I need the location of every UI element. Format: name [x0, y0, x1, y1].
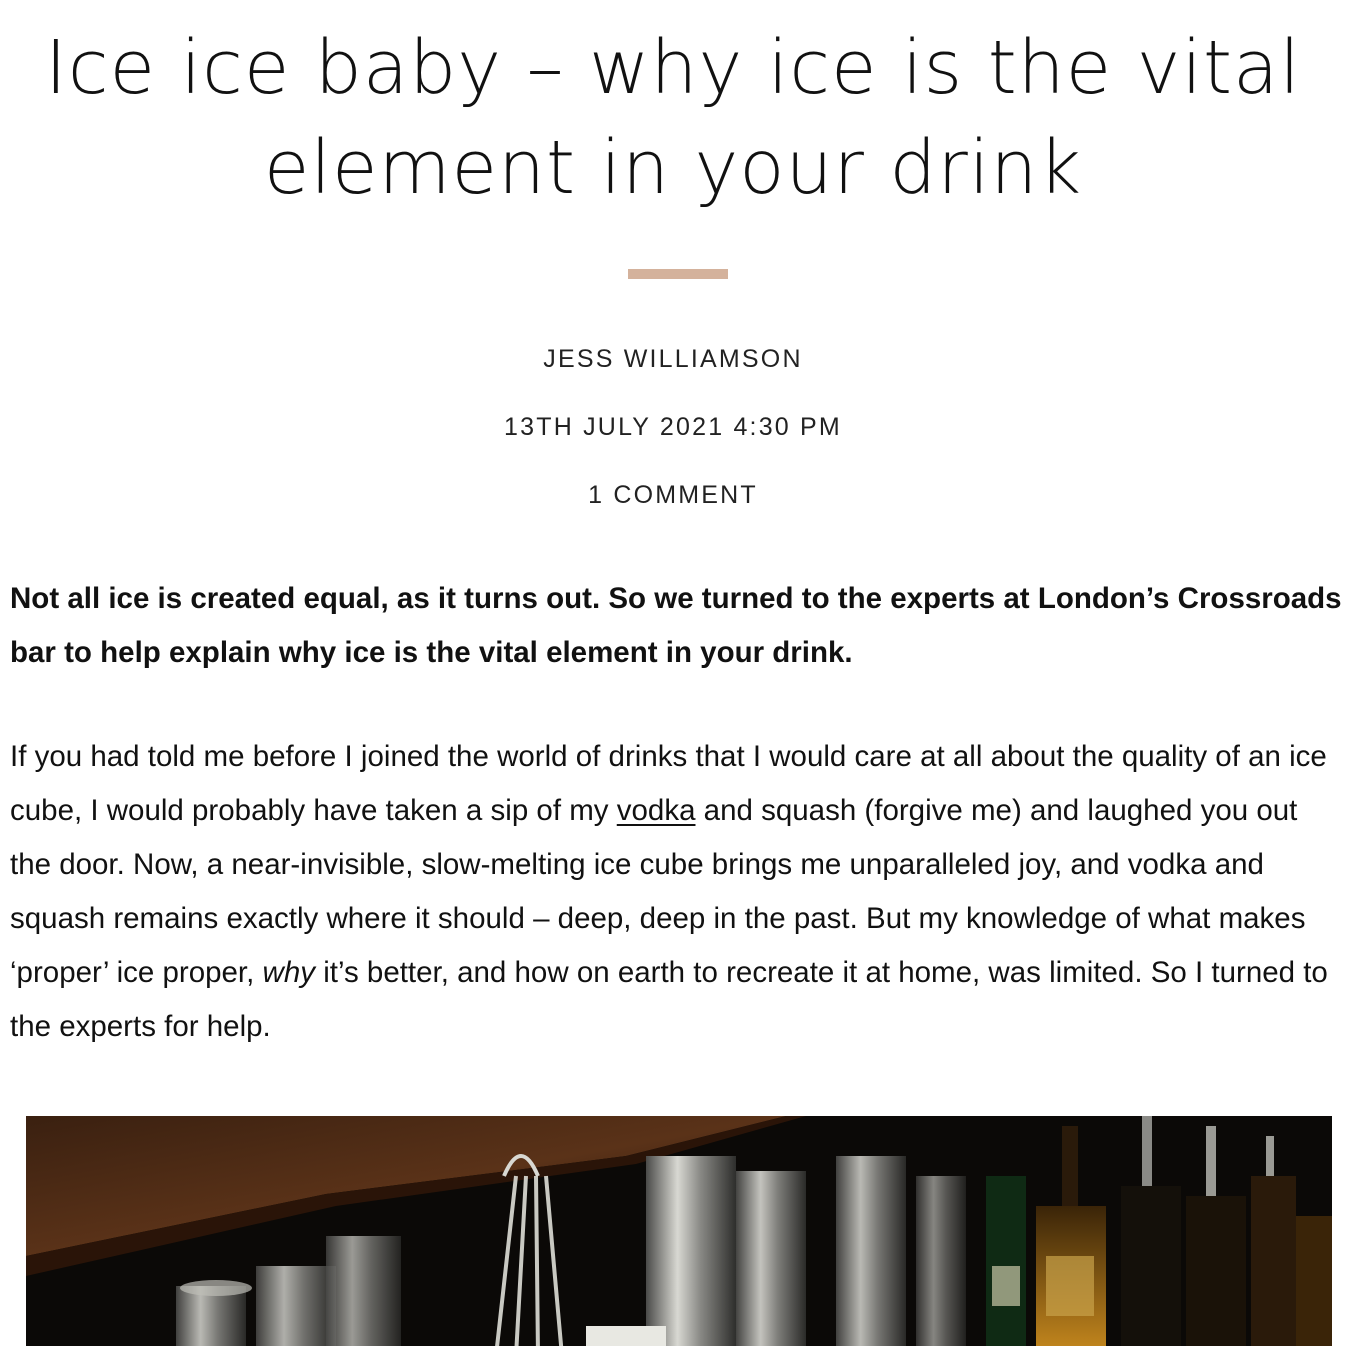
- article-title: Ice ice baby – why ice is the vital element in your drink: [45, 25, 1301, 211]
- author-byline[interactable]: [0, 344, 1346, 374]
- emphasis-why: why: [262, 956, 315, 989]
- body-text-part-1: If you had told me before I joined the world of drinks that I would care at all about the quality of an ice cube, I would probably have taken a sip of my: [10, 740, 1327, 827]
- article-lead: Not all ice is created equal, as it turns out. So we turned to the experts at London’s Crossroads bar to help explain why ice is the vital element in your drink.: [10, 582, 1342, 669]
- publish-date: 13TH JULY 2021 4:30 PM: [504, 413, 842, 441]
- article-body-paragraph: [10, 730, 1346, 1054]
- title-divider: [628, 269, 728, 279]
- body-text-part-2: and squash (forgive me) and laughed you out the door. Now, a near-invisible, slow-melting ice cube brings me unparalleled joy, and vodka and squash remains exactly where it should – deep, deep in the past. But my knowledge of what makes ‘proper’ ice proper,: [10, 794, 1306, 989]
- body-text-part-3: it’s better, and how on earth to recreate it at home, was limited. So I turned to the experts for help.: [10, 956, 1328, 1043]
- bar-photo-illustration: [26, 1116, 1332, 1346]
- comments-count[interactable]: [0, 480, 1346, 510]
- comments-link[interactable]: 1 COMMENT: [588, 481, 758, 509]
- vodka-link[interactable]: vodka: [616, 794, 696, 827]
- bar-hero-image: [26, 1116, 1332, 1346]
- author-link[interactable]: JESS WILLIAMSON: [543, 345, 803, 373]
